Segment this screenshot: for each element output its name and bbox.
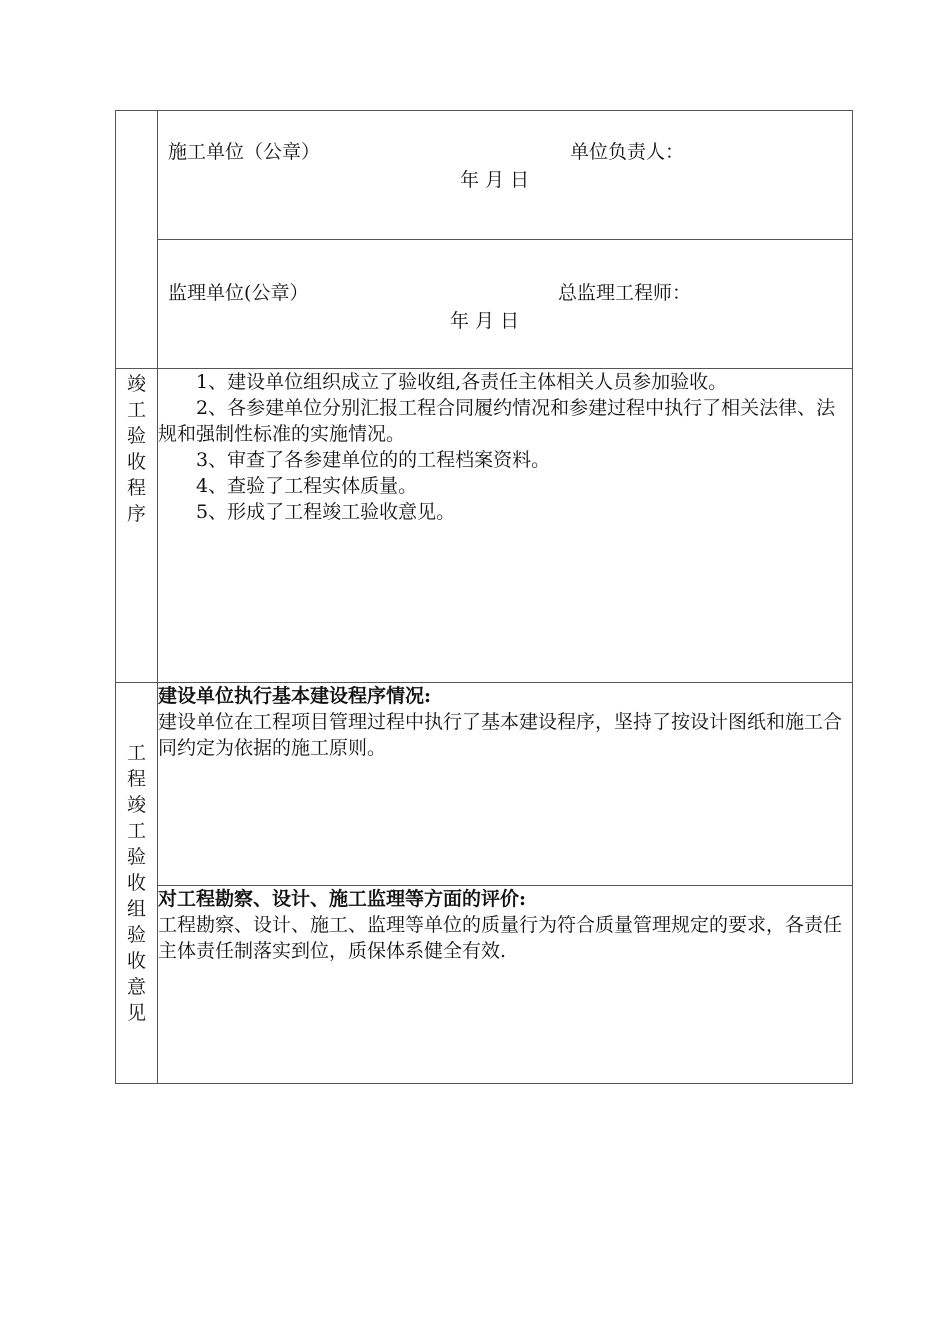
supervision-unit-seal-label: 监理单位(公章） bbox=[168, 282, 309, 304]
construction-unit-row bbox=[116, 111, 853, 240]
opinion-label-char: 收 bbox=[127, 950, 147, 972]
opinion-label-char: 意 bbox=[127, 976, 147, 998]
procedure-label-char: 程 bbox=[127, 477, 147, 499]
procedure-label-char: 验 bbox=[127, 425, 147, 447]
opinion-label-char: 程 bbox=[127, 768, 147, 790]
opinion-label-char: 工 bbox=[127, 742, 147, 764]
procedure-label-char: 竣 bbox=[127, 373, 147, 395]
procedure-item: 5、形成了工程竣工验收意见。 bbox=[196, 501, 456, 523]
opinion-label-char: 组 bbox=[127, 898, 147, 920]
procedure-content-cell bbox=[158, 369, 853, 683]
procedure-label-cell bbox=[116, 369, 158, 683]
opinion-section-title: 对工程勘察、设计、施工监理等方面的评价: bbox=[158, 888, 527, 910]
procedure-row bbox=[116, 369, 853, 683]
opinion-row-2 bbox=[116, 886, 853, 1084]
procedure-item: 1、建设单位组织成立了验收组,各责任主体相关人员参加验收。 bbox=[196, 371, 728, 393]
construction-unit-seal-label: 施工单位（公章） bbox=[168, 141, 321, 163]
procedure-item: 4、查验了工程实体质量。 bbox=[196, 475, 418, 497]
opinion-label-cell bbox=[116, 683, 158, 1084]
procedure-label-char: 序 bbox=[127, 503, 147, 525]
evaluation-opinion-cell bbox=[158, 886, 853, 1084]
construction-unit-date: 年 月 日 bbox=[460, 169, 530, 191]
opinion-row-1 bbox=[116, 683, 853, 886]
opinion-label-char: 收 bbox=[127, 872, 147, 894]
opinion-label-char: 竣 bbox=[127, 794, 147, 816]
procedure-label-char: 收 bbox=[127, 451, 147, 473]
opinion-section-body: 建设单位在工程项目管理过程中执行了基本建设程序，坚持了按设计图纸和施工合同约定为依据的施工原则。 bbox=[158, 711, 843, 759]
construction-unit-signature-cell bbox=[158, 111, 853, 240]
construction-unit-responsible-label: 单位负责人： bbox=[570, 141, 685, 163]
procedure-label-char: 工 bbox=[127, 399, 147, 421]
procedure-item: 2、各参建单位分别汇报工程合同履约情况和参建过程中执行了相关法律、法规和强制性标准的实施情况。 bbox=[158, 397, 836, 445]
supervision-unit-date: 年 月 日 bbox=[450, 310, 520, 332]
procedure-item: 3、审查了各参建单位的的工程档案资料。 bbox=[196, 449, 551, 471]
opinion-label-char: 见 bbox=[127, 1002, 147, 1024]
opinion-label-char: 验 bbox=[127, 924, 147, 946]
opinion-section-title: 建设单位执行基本建设程序情况: bbox=[158, 685, 432, 707]
supervision-unit-responsible-label: 总监理工程师： bbox=[558, 282, 692, 304]
supervision-unit-row bbox=[116, 240, 853, 369]
opinion-label-char: 验 bbox=[127, 846, 147, 868]
supervision-unit-signature-cell bbox=[158, 240, 853, 369]
opinion-section-body: 工程勘察、设计、施工、监理等单位的质量行为符合质量管理规定的要求，各责任主体责任制落实到位，质保体系健全有效. bbox=[158, 914, 843, 962]
opinion-label-char: 工 bbox=[127, 820, 147, 842]
acceptance-form-table bbox=[115, 110, 853, 1084]
construction-procedure-opinion-cell bbox=[158, 683, 853, 886]
signature-label-cell bbox=[116, 111, 158, 369]
